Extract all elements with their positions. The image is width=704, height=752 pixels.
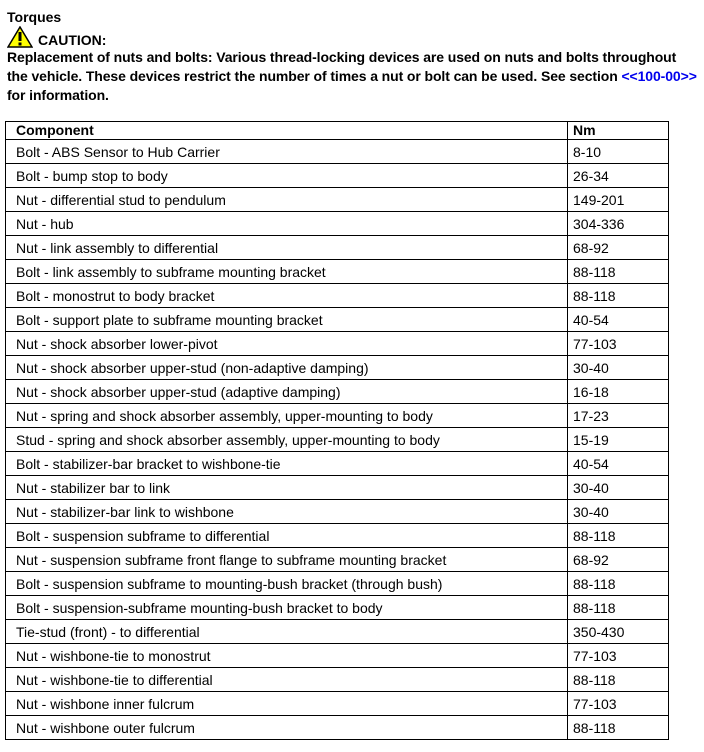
nm-cell: 77-103 [568,692,669,716]
component-cell: Nut - differential stud to pendulum [6,188,568,212]
table-row [6,140,669,164]
caution-heading [7,26,697,48]
component-cell: Nut - hub [6,212,568,236]
component-cell: Bolt - suspension subframe to differential [6,524,568,548]
nm-cell: 88-118 [568,524,669,548]
component-cell: Nut - wishbone-tie to monostrut [6,644,568,668]
component-cell: Nut - suspension subframe front flange to subframe mounting bracket [6,548,568,572]
nm-cell: 30-40 [568,476,669,500]
header-nm: Nm [568,122,669,140]
table-row [6,284,669,308]
table-row [6,524,669,548]
component-cell: Nut - wishbone inner fulcrum [6,692,568,716]
torque-table [5,121,669,740]
component-cell: Bolt - link assembly to subframe mounting bracket [6,260,568,284]
nm-cell: 88-118 [568,284,669,308]
nm-cell: 15-19 [568,428,669,452]
nm-cell: 68-92 [568,236,669,260]
table-row [6,212,669,236]
table-row [6,716,669,740]
section-link[interactable]: <<100-00>> [621,68,697,84]
table-row [6,332,669,356]
table-row [6,452,669,476]
table-row [6,596,669,620]
table-row [6,356,669,380]
header-component: Component [6,122,568,140]
nm-cell: 30-40 [568,356,669,380]
component-cell: Nut - link assembly to differential [6,236,568,260]
table-row [6,476,669,500]
component-cell: Nut - shock absorber upper-stud (non-adaptive damping) [6,356,568,380]
table-row [6,260,669,284]
component-cell: Bolt - support plate to subframe mounting bracket [6,308,568,332]
component-cell: Nut - wishbone-tie to differential [6,668,568,692]
nm-cell: 88-118 [568,716,669,740]
table-row [6,404,669,428]
table-row [6,644,669,668]
section-title: Torques [7,9,62,25]
nm-cell: 30-40 [568,500,669,524]
nm-cell: 8-10 [568,140,669,164]
nm-cell: 68-92 [568,548,669,572]
component-cell: Bolt - monostrut to body bracket [6,284,568,308]
table-row [6,548,669,572]
component-cell: Nut - wishbone outer fulcrum [6,716,568,740]
nm-cell: 88-118 [568,572,669,596]
table-row [6,428,669,452]
component-cell: Bolt - ABS Sensor to Hub Carrier [6,140,568,164]
component-cell: Bolt - stabilizer-bar bracket to wishbone-tie [6,452,568,476]
nm-cell: 304-336 [568,212,669,236]
nm-cell: 40-54 [568,452,669,476]
table-row [6,236,669,260]
component-cell: Bolt - suspension subframe to mounting-bush bracket (through bush) [6,572,568,596]
table-row [6,620,669,644]
component-cell: Nut - shock absorber upper-stud (adaptive damping) [6,380,568,404]
table-row [6,572,669,596]
nm-cell: 88-118 [568,668,669,692]
table-row [6,188,669,212]
caution-text [7,48,697,105]
table-row [6,692,669,716]
component-cell: Nut - stabilizer-bar link to wishbone [6,500,568,524]
table-row [6,500,669,524]
nm-cell: 26-34 [568,164,669,188]
nm-cell: 77-103 [568,332,669,356]
component-cell: Nut - stabilizer bar to link [6,476,568,500]
component-cell: Nut - spring and shock absorber assembly, upper-mounting to body [6,404,568,428]
nm-cell: 40-54 [568,308,669,332]
component-cell: Bolt - bump stop to body [6,164,568,188]
component-cell: Nut - shock absorber lower-pivot [6,332,568,356]
nm-cell: 88-118 [568,596,669,620]
component-cell: Bolt - suspension-subframe mounting-bush bracket to body [6,596,568,620]
table-row [6,308,669,332]
caution-label: CAUTION: [38,32,107,48]
caution-text-start: Replacement of nuts and bolts: Various thread-locking devices are used on nuts and bolts throughout the vehicle. These devices restrict the number of times a nut or bolt can be used. See section [7,49,677,84]
table-row [6,380,669,404]
nm-cell: 77-103 [568,644,669,668]
nm-cell: 350-430 [568,620,669,644]
nm-cell: 88-118 [568,260,669,284]
table-row [6,164,669,188]
warning-triangle-icon [7,26,33,48]
nm-cell: 17-23 [568,404,669,428]
table-header-row [6,122,669,140]
caution-text-end: for information. [7,87,109,103]
table-row [6,668,669,692]
component-cell: Stud - spring and shock absorber assembly, upper-mounting to body [6,428,568,452]
nm-cell: 16-18 [568,380,669,404]
nm-cell: 149-201 [568,188,669,212]
component-cell: Tie-stud (front) - to differential [6,620,568,644]
